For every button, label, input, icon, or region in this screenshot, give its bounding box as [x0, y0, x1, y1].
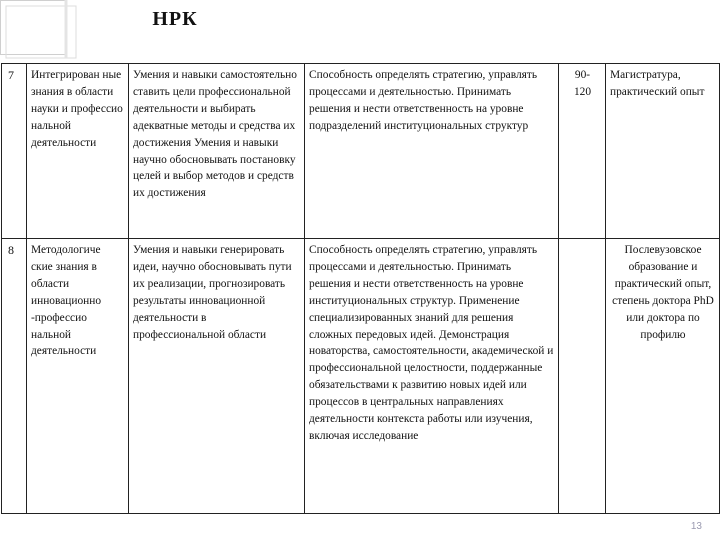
table-row — [2, 239, 720, 514]
credits-value: 90- 120 — [573, 69, 592, 98]
qualification-cell: Послевузовское образование и практический опыт, степень доктора PhD или доктора по профилю — [606, 239, 720, 514]
competence-cell: Способность определять стратегию, управлять процессами и деятельностью. Принимать решения и нести ответственность на уровне институциональных структур. Применение специализированных знаний для решения сложных передовых идей. Демонстрация новаторства, самостоятельности, академической и профессиональной целостности, поддержанные обязательствами к развитию новых идей или процессов в центральных направлениях деятельности контекста работы или изучения, включая исследование — [305, 239, 559, 514]
qualification-cell: Магистратура, практический опыт — [606, 64, 720, 239]
credits-cell — [559, 239, 606, 514]
table-row — [2, 64, 720, 239]
knowledge-cell: Интегрирован ные знания в области науки и профессио нальной деятельности — [27, 64, 129, 239]
knowledge-cell: Методологиче ские знания в области инновационно -профессио нальной деятельности — [27, 239, 129, 514]
skills-cell: Умения и навыки самостоятельно ставить цели профессиональной деятельности и выбирать адекватные методы и средства их достижения Умения и навыки научно обосновывать постановку целей и выбор методов и средств их достижения — [129, 64, 305, 239]
page-title: НРК — [152, 8, 198, 30]
skills-cell: Умения и навыки генерировать идеи, научно обосновывать пути их реализации, прогнозировать результаты инновационной деятельности в профессиональной области — [129, 239, 305, 514]
credits-cell — [559, 64, 606, 239]
competence-cell: Способность определять стратегию, управлять процессами и деятельностью. Принимать решения и нести ответственность на уровне подразделений институциональных структур — [305, 64, 559, 239]
page-number: 13 — [690, 521, 702, 532]
level-cell: 8 — [2, 239, 27, 514]
qualification-table — [1, 63, 720, 514]
level-cell: 7 — [2, 64, 27, 239]
